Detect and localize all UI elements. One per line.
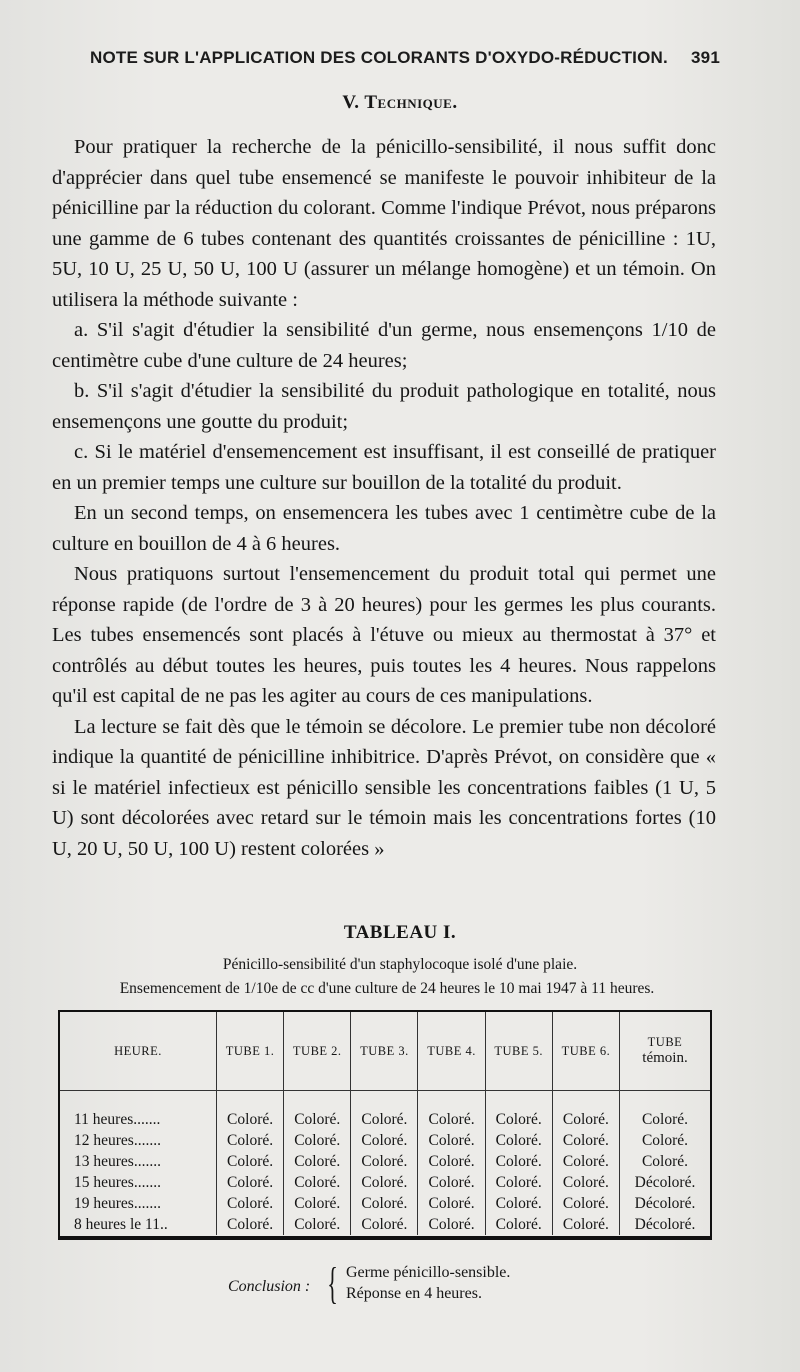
cell-value: Coloré. bbox=[485, 1109, 552, 1130]
header-temoin-bottom: témoin. bbox=[642, 1050, 688, 1066]
conclusion-lines bbox=[346, 1262, 510, 1304]
cell-value: Décoloré. bbox=[620, 1193, 711, 1214]
cell-value: Coloré. bbox=[485, 1151, 552, 1172]
section-title: V. Technique. bbox=[342, 92, 458, 113]
cell-value: Coloré. bbox=[418, 1151, 485, 1172]
cell-value: Coloré. bbox=[284, 1130, 351, 1151]
table-row bbox=[60, 1109, 710, 1130]
table-row bbox=[60, 1214, 710, 1235]
page-number: 391 bbox=[691, 48, 720, 67]
table-subcaption: Ensemencement de 1/10e de cc d'une culture de 24 heures le 10 mai 1947 à 11 heures. bbox=[119, 980, 655, 997]
header-tube-6: TUBE 6. bbox=[552, 1012, 619, 1091]
paragraph-item-c: c. Si le matériel d'ensemencement est insuffisant, il est conseillé de pratiquer en un premier temps une culture sur bouillon de la totalité du produit. bbox=[52, 441, 716, 494]
cell-value: Coloré. bbox=[351, 1130, 418, 1151]
paragraph-item-b: b. S'il s'agit d'étudier la sensibilité du produit pathologique en totalité, nous ensemençons une goutte du produit; bbox=[52, 380, 716, 433]
cell-value: Coloré. bbox=[284, 1151, 351, 1172]
cell-value: Coloré. bbox=[284, 1193, 351, 1214]
table-row bbox=[60, 1193, 710, 1214]
cell-value: Coloré. bbox=[217, 1130, 284, 1151]
cell-value: Coloré. bbox=[552, 1151, 619, 1172]
cell-value: Coloré. bbox=[552, 1214, 619, 1235]
cell-value: Coloré. bbox=[485, 1130, 552, 1151]
paragraph-intro: Pour pratiquer la recherche de la pénicillo-sensibilité, il nous suffit donc d'apprécier dans quel tube ensemencé se manifeste le pouvoir inhibiteur de la pénicilline par la réduction du colorant. Comme l'indique Prévot, nous préparons une gamme de 6 tubes contenant des quantités croissantes de pénicilline : 1U, 5U, 10 U, 25 U, 50 U, 100 U (assurer un mélange homogène) et un témoin. On utilisera la méthode suivante : bbox=[52, 136, 716, 311]
paragraph-practice: Nous pratiquons surtout l'ensemencement du produit total qui permet une réponse rapide (de l'ordre de 3 à 20 heures) pour les germes les plus courants. Les tubes ensemencés sont placés à l'étuve ou mieux au thermostat à 37° et contrôlés au début toutes les heures, puis toutes les 4 heures. Nous rappelons qu'il est capital de ne pas les agiter au cours de ces manipulations. bbox=[52, 563, 716, 707]
cell-value: Coloré. bbox=[418, 1109, 485, 1130]
cell-value: Coloré. bbox=[217, 1151, 284, 1172]
table-title: TABLEAU I. bbox=[343, 922, 457, 943]
table-spacer-row bbox=[60, 1091, 710, 1110]
header-tube-2: TUBE 2. bbox=[284, 1012, 351, 1091]
cell-value: Coloré. bbox=[418, 1193, 485, 1214]
results-table-frame bbox=[58, 1010, 712, 1240]
cell-time: 8 heures le 11.. bbox=[74, 1215, 168, 1233]
cell-value: Coloré. bbox=[620, 1130, 711, 1151]
cell-value: Coloré. bbox=[217, 1109, 284, 1130]
cell-value: Coloré. bbox=[217, 1214, 284, 1235]
cell-value: Décoloré. bbox=[620, 1172, 711, 1193]
cell-value: Coloré. bbox=[351, 1214, 418, 1235]
cell-value: Coloré. bbox=[552, 1109, 619, 1130]
cell-value: Coloré. bbox=[217, 1193, 284, 1214]
conclusion bbox=[228, 1259, 628, 1322]
conclusion-line-1: Germe pénicillo-sensible. bbox=[346, 1264, 511, 1281]
table-row bbox=[60, 1172, 710, 1193]
brace-glyph: { bbox=[327, 1259, 338, 1308]
cell-value: Coloré. bbox=[418, 1214, 485, 1235]
cell-value: Coloré. bbox=[418, 1172, 485, 1193]
cell-value: Coloré. bbox=[351, 1193, 418, 1214]
cell-value: Coloré. bbox=[552, 1172, 619, 1193]
cell-value: Coloré. bbox=[284, 1172, 351, 1193]
cell-time: 19 heures....... bbox=[74, 1194, 161, 1212]
header-tube-4: TUBE 4. bbox=[418, 1012, 485, 1091]
running-header bbox=[90, 48, 720, 68]
cell-value: Coloré. bbox=[351, 1151, 418, 1172]
cell-value: Coloré. bbox=[620, 1151, 711, 1172]
header-tube-5: TUBE 5. bbox=[485, 1012, 552, 1091]
table-header-row bbox=[60, 1012, 710, 1091]
cell-time: 15 heures....... bbox=[74, 1173, 161, 1191]
cell-value: Coloré. bbox=[552, 1130, 619, 1151]
header-tube-1: TUBE 1. bbox=[217, 1012, 284, 1091]
cell-value: Coloré. bbox=[552, 1193, 619, 1214]
cell-value: Coloré. bbox=[620, 1109, 711, 1130]
header-temoin bbox=[620, 1012, 711, 1091]
conclusion-label: Conclusion : bbox=[228, 1278, 311, 1295]
cell-value: Coloré. bbox=[284, 1109, 351, 1130]
body-text bbox=[52, 132, 716, 864]
cell-value: Coloré. bbox=[217, 1172, 284, 1193]
table-caption: Pénicillo-sensibilité d'un staphylocoque isolé d'une plaie. bbox=[222, 956, 578, 973]
cell-value: Coloré. bbox=[284, 1214, 351, 1235]
header-temoin-top: TUBE bbox=[647, 1035, 683, 1049]
cell-value: Coloré. bbox=[485, 1214, 552, 1235]
header-tube-3: TUBE 3. bbox=[351, 1012, 418, 1091]
cell-value: Décoloré. bbox=[620, 1214, 711, 1235]
table-row bbox=[60, 1151, 710, 1172]
cell-value: Coloré. bbox=[485, 1193, 552, 1214]
table-row bbox=[60, 1130, 710, 1151]
cell-value: Coloré. bbox=[418, 1130, 485, 1151]
paragraph-reading: La lecture se fait dès que le témoin se décolore. Le premier tube non décoloré indique la quantité de pénicilline inhibitrice. D'après Prévot, on considère que « si le matériel infectieux est pénicillo sensible les concentrations faibles (1 U, 5 U) sont décolorées avec retard sur le témoin mais les concentrations fortes (10 U, 20 U, 50 U, 100 U) restent colorées » bbox=[52, 715, 716, 860]
conclusion-line-2: Réponse en 4 heures. bbox=[346, 1285, 482, 1302]
cell-value: Coloré. bbox=[485, 1172, 552, 1193]
paragraph-item-a: a. S'il s'agit d'étudier la sensibilité d'un germe, nous ensemençons 1/10 de centimètre cube d'une culture de 24 heures; bbox=[52, 319, 716, 372]
cell-time: 11 heures....... bbox=[74, 1110, 161, 1128]
results-table bbox=[60, 1012, 710, 1235]
cell-time: 12 heures....... bbox=[74, 1131, 161, 1149]
running-title: NOTE SUR L'APPLICATION DES COLORANTS D'OXYDO-RÉDUCTION. bbox=[90, 48, 668, 67]
cell-value: Coloré. bbox=[351, 1109, 418, 1130]
header-heure: HEURE. bbox=[60, 1012, 217, 1091]
paragraph-second-step: En un second temps, on ensemencera les tubes avec 1 centimètre cube de la culture en bouillon de 4 à 6 heures. bbox=[52, 502, 716, 555]
cell-value: Coloré. bbox=[351, 1172, 418, 1193]
cell-time: 13 heures....... bbox=[74, 1152, 161, 1170]
